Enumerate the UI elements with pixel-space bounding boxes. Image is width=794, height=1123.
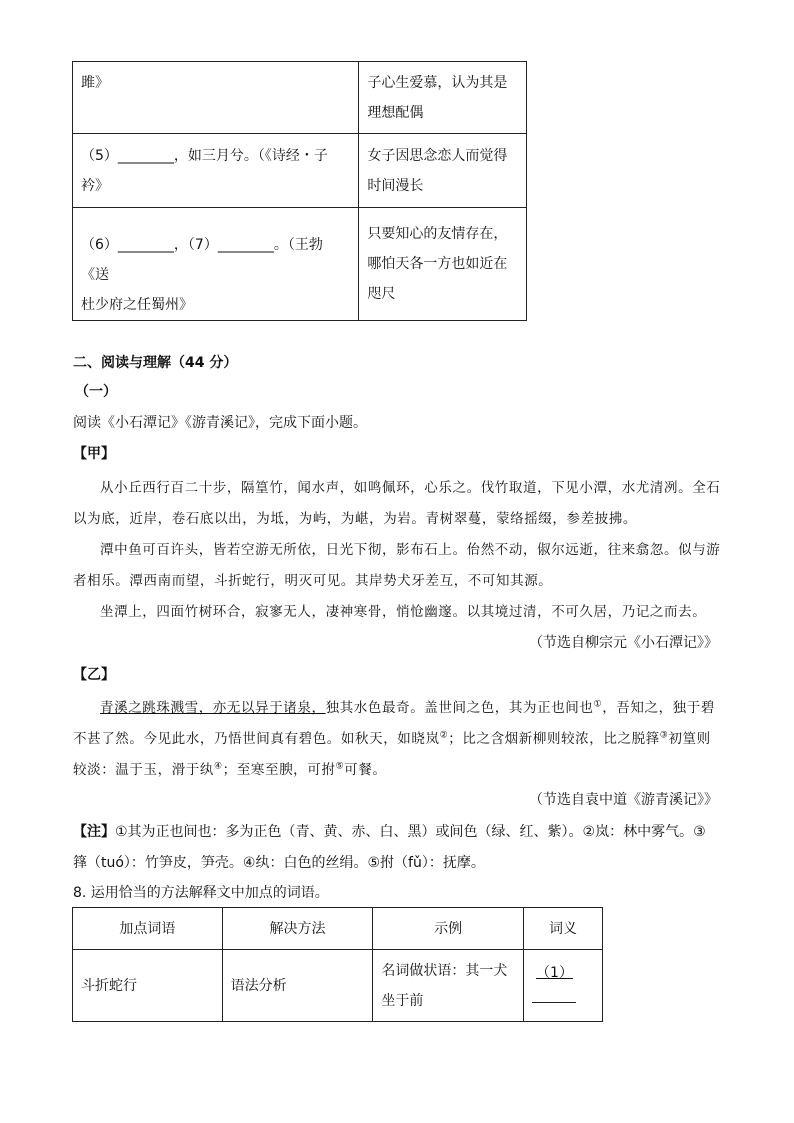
passage-jia-source: （节选自柳宗元《小石潭记》》 [529, 635, 718, 651]
cell-text: 坐于前 [381, 992, 424, 1009]
passage-jia-line: 坐潭上，四面竹树环合，寂寥无人，凄神寒骨，悄怆幽邃。以其境过清，不可久居，乃记之而去。 [100, 604, 707, 620]
passage-yi-source: （节选自袁中道《游青溪记》》 [529, 792, 718, 808]
column-header: 解决方法 [222, 908, 373, 950]
word-cell: 斗折蛇行 [73, 950, 223, 1022]
cell-text: 咫尺 [367, 286, 396, 302]
notes-text: ①其为正也间也：多为正色（青、黄、赤、白、黑）或间色（绿、红、紫）。②岚：林中雾气。③ [115, 824, 706, 840]
footnote-marker: ④ [214, 761, 223, 772]
cell-text: 名词做状语：其一犬 [381, 962, 508, 979]
meaning-cell[interactable] [524, 950, 603, 1022]
underlined-sentence: 青溪之跳珠溅雪，亦无以异于诸泉， [100, 700, 326, 716]
cell-text: 雎》 [81, 75, 109, 91]
passage-yi-label: 【乙】 [73, 667, 115, 683]
table-header-row [73, 908, 603, 950]
table-row [73, 950, 603, 1022]
answer-blank-line[interactable] [532, 988, 576, 1003]
cell-text: 女子因思念恋人而觉得 [367, 147, 508, 164]
table-cell [73, 208, 359, 321]
column-header: 示例 [373, 908, 524, 950]
passage-jia-line: 从小丘西行百二十步，隔篁竹，闻水声，如鸣佩环，心乐之。伐竹取道，下见小潭，水尤清冽。全石 [100, 480, 721, 496]
table-cell [359, 208, 527, 321]
cell-text: 子心生爱慕，认为其是 [367, 74, 508, 91]
table-row [73, 134, 527, 208]
method-cell: 语法分析 [222, 950, 373, 1022]
question-8: 8. 运用恰当的方法解释文中加点的词语。 [73, 885, 329, 901]
cell-text: （5）________，如三月兮。（《诗经・子 [81, 147, 328, 164]
table-cell [359, 134, 527, 208]
example-cell [373, 950, 524, 1022]
source-text: （节选自袁中道《游青溪记》 [529, 792, 704, 808]
table-row [73, 62, 527, 134]
passage-text: 不甚了然。今见此水，乃悟世间真有碧色。如秋天，如晓岚 [73, 731, 440, 747]
table-cell [73, 134, 359, 208]
table-cell [359, 62, 527, 134]
passage-text: ；比之含烟新柳则较浓，比之脱箨 [448, 731, 660, 747]
vocab-table [72, 907, 603, 1022]
poem-table [72, 61, 527, 321]
notes [73, 821, 718, 841]
footnote-marker: ① [593, 699, 603, 710]
notes-continued: 箨（tuó）：竹笋皮，笋壳。④纨：白色的丝绢。⑤拊（fǔ）：抚摩。 [73, 855, 485, 871]
column-header: 加点词语 [73, 908, 223, 950]
passage-text: ，吾知之，独于碧 [602, 700, 715, 716]
passage-yi-line [73, 758, 718, 778]
notes-label: 【注】 [73, 824, 115, 840]
passage-text: 独其水色最奇。盖世间之色，其为正也间也 [325, 700, 594, 716]
source-text: （节选自柳宗元《小石潭记》 [529, 635, 704, 651]
passage-yi-line [100, 696, 718, 716]
passage-text: 可餐。 [344, 762, 387, 778]
passage-jia-line: 以为底，近岸，卷石底以出，为坻，为屿，为嵁，为岩。青树翠蔓，蒙络摇缀，参差披拂。 [73, 511, 637, 527]
answer-blank-label: （1） [536, 965, 573, 981]
footnote-marker: ② [439, 730, 449, 741]
section-heading: 二、阅读与理解（44 分） [73, 355, 238, 371]
cell-text: 衿》 [81, 177, 109, 194]
passage-jia-label: 【甲】 [73, 446, 115, 462]
cell-text: （6）________，（7）________。（王勃《送 [81, 237, 323, 283]
cell-text: 时间漫长 [367, 177, 424, 194]
passage-yi-line [73, 727, 718, 747]
passage-text: 初篁则 [668, 731, 711, 747]
column-header: 词义 [524, 908, 603, 950]
cell-text: 杜少府之任蜀州》 [81, 297, 193, 313]
passage-jia-line: 潭中鱼可百许头，皆若空游无所依，日光下彻，影布石上。佁然不动，俶尔远逝，往来翕忽。似与游 [100, 542, 721, 558]
footnote-marker: ③ [659, 730, 669, 741]
table-row [73, 208, 527, 321]
passage-text: 较淡：温于玉，滑于纨 [73, 762, 214, 778]
cell-text: 哪怕天各一方也如近在 [367, 256, 508, 272]
footnote-marker: ⑤ [335, 761, 345, 772]
passage-jia-line: 者相乐。潭西南而望，斗折蛇行，明灭可见。其岸势犬牙差互，不可知其源。 [73, 573, 553, 589]
subsection-label: （一） [75, 384, 117, 400]
cell-text: 只要知心的友情存在， [367, 226, 508, 242]
passage-text: ；至寒至腴，可拊 [222, 762, 336, 778]
cell-text: 理想配偶 [367, 104, 424, 121]
instruction-text: 阅读《小石潭记》《游青溪记》，完成下面小题。 [73, 415, 367, 431]
table-cell [73, 62, 359, 134]
